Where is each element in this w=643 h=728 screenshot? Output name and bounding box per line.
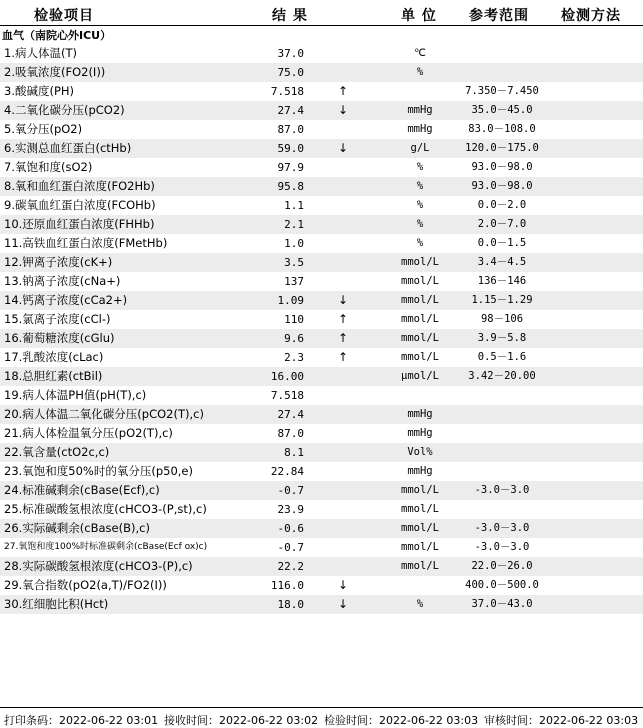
audit-time: 审核时间：2022-06-22 03:03 xyxy=(484,714,639,727)
test-result: 116.0 xyxy=(270,579,304,592)
test-unit: mmHg xyxy=(407,465,433,477)
table-row xyxy=(0,82,643,101)
table-row xyxy=(0,424,643,443)
test-unit: % xyxy=(416,161,424,173)
header-reference-range: 参考范围 xyxy=(469,8,529,24)
test-unit: mmol/L xyxy=(401,522,439,534)
reference-range: 400.0－500.0 xyxy=(465,579,539,591)
test-result: 16.00 xyxy=(270,370,304,383)
table-row xyxy=(0,44,643,63)
test-result: 87.0 xyxy=(277,427,304,440)
abnormal-flag: ↑ xyxy=(338,331,349,345)
test-unit: Vol% xyxy=(407,446,433,458)
table-row xyxy=(0,139,643,158)
test-unit: % xyxy=(416,237,424,249)
test-result: -0.6 xyxy=(277,522,304,535)
table-header xyxy=(0,0,643,26)
test-unit: mmol/L xyxy=(401,256,439,268)
table-row xyxy=(0,329,643,348)
abnormal-flag: ↓ xyxy=(338,597,349,611)
table-row xyxy=(0,405,643,424)
test-unit: mmol/L xyxy=(401,541,439,553)
table-row xyxy=(0,462,643,481)
table-row xyxy=(0,519,643,538)
test-result: 137 xyxy=(284,275,304,288)
test-name: 4.二氧化碳分压(pCO2) xyxy=(4,103,125,117)
test-result: 87.0 xyxy=(277,123,304,136)
test-result: -0.7 xyxy=(277,484,304,497)
test-result: 22.84 xyxy=(270,465,304,478)
test-name: 21.病人体检温氧分压(pO2(T),c) xyxy=(4,426,173,440)
test-name: 15.氯离子浓度(cCl-) xyxy=(4,312,111,326)
reference-range: 0.0－2.0 xyxy=(477,199,527,211)
test-name: 19.病人体温PH值(pH(T),c) xyxy=(4,388,147,402)
reference-range: 98－106 xyxy=(480,313,524,325)
abnormal-flag: ↓ xyxy=(338,141,349,155)
table-row xyxy=(0,557,643,576)
reference-range: 1.15－1.29 xyxy=(471,294,533,306)
table-row xyxy=(0,443,643,462)
test-unit: mmHg xyxy=(407,408,433,420)
test-unit: ℃ xyxy=(414,47,426,59)
test-unit: % xyxy=(416,199,424,211)
test-name: 12.钾离子浓度(cK+) xyxy=(4,255,113,269)
header-item-name: 检验项目 xyxy=(34,8,94,24)
table-row xyxy=(0,101,643,120)
reference-range: 136－146 xyxy=(477,275,527,287)
table-row xyxy=(0,538,643,557)
test-name: 22.氧含量(ctO2c,c) xyxy=(4,445,110,459)
reference-range: -3.0－3.0 xyxy=(474,522,530,534)
test-unit: g/L xyxy=(410,142,430,154)
receive-time: 接收时间：2022-06-22 03:02 xyxy=(164,714,319,727)
table-row xyxy=(0,348,643,367)
test-name: 16.葡萄糖浓度(cGlu) xyxy=(4,331,115,345)
test-name: 2.吸氧浓度(FO2(I)) xyxy=(4,65,106,79)
test-unit: mmol/L xyxy=(401,313,439,325)
test-name: 25.标准碳酸氢根浓度(cHCO3-(P,st),c) xyxy=(4,502,207,516)
test-name: 27.氧饱和度100%时标准碳剩余(cBase(Ecf ox)c) xyxy=(4,542,208,552)
test-unit: % xyxy=(416,598,424,610)
test-name: 23.氧饱和度50%时的氧分压(p50,e) xyxy=(4,464,193,478)
test-result: 23.9 xyxy=(277,503,304,516)
test-name: 6.实测总血红蛋白(ctHb) xyxy=(4,141,132,155)
table-row xyxy=(0,177,643,196)
header-result: 结 果 xyxy=(272,8,308,24)
table-row xyxy=(0,386,643,405)
test-result: 18.0 xyxy=(277,598,304,611)
abnormal-flag: ↓ xyxy=(338,293,349,307)
test-unit: mmol/L xyxy=(401,503,439,515)
test-name: 5.氧分压(pO2) xyxy=(4,122,83,136)
test-result: 1.1 xyxy=(284,199,304,212)
table-row xyxy=(0,120,643,139)
test-unit: % xyxy=(416,218,424,230)
table-row xyxy=(0,158,643,177)
test-name: 24.标准碱剩余(cBase(Ecf),c) xyxy=(4,483,160,497)
table-row xyxy=(0,310,643,329)
test-result: 97.9 xyxy=(277,161,304,174)
reference-range: 93.0－98.0 xyxy=(471,180,533,192)
test-name: 7.氧饱和度(sO2) xyxy=(4,160,93,174)
test-result: 59.0 xyxy=(277,142,304,155)
reference-range: -3.0－3.0 xyxy=(474,541,530,553)
table-row xyxy=(0,291,643,310)
test-result: 27.4 xyxy=(277,408,304,421)
test-result: 8.1 xyxy=(284,446,304,459)
test-name: 10.还原血红蛋白浓度(FHHb) xyxy=(4,217,155,231)
results-table xyxy=(0,44,643,614)
table-row xyxy=(0,272,643,291)
test-result: 7.518 xyxy=(270,389,304,402)
test-name: 28.实际碳酸氢根浓度(cHCO3-(P),c) xyxy=(4,559,193,573)
table-row xyxy=(0,196,643,215)
abnormal-flag: ↑ xyxy=(338,312,349,326)
test-name: 9.碳氧血红蛋白浓度(FCOHb) xyxy=(4,198,156,212)
test-result: 1.0 xyxy=(284,237,304,250)
test-result: 37.0 xyxy=(277,47,304,60)
table-row xyxy=(0,500,643,519)
test-unit: mmol/L xyxy=(401,294,439,306)
test-name: 17.乳酸浓度(cLac) xyxy=(4,350,104,364)
table-row xyxy=(0,234,643,253)
test-unit: mmHg xyxy=(407,123,433,135)
reference-range: 7.350－7.450 xyxy=(465,85,539,97)
test-name: 11.高铁血红蛋白浓度(FMetHb) xyxy=(4,236,168,250)
reference-range: 3.4－4.5 xyxy=(477,256,527,268)
test-time: 检验时间：2022-06-22 03:03 xyxy=(324,714,479,727)
abnormal-flag: ↑ xyxy=(338,84,349,98)
test-name: 30.红细胞比积(Hct) xyxy=(4,597,109,611)
test-name: 29.氧合指数(pO2(a,T)/FO2(I)) xyxy=(4,578,167,592)
abnormal-flag: ↓ xyxy=(338,578,349,592)
table-row xyxy=(0,576,643,595)
test-unit: mmHg xyxy=(407,104,433,116)
section-title: 血气（南院心外ICU） xyxy=(2,29,112,42)
reference-range: 22.0－26.0 xyxy=(471,560,533,572)
abnormal-flag: ↑ xyxy=(338,350,349,364)
test-result: 22.2 xyxy=(277,560,304,573)
test-name: 14.钙离子浓度(cCa2+) xyxy=(4,293,128,307)
test-unit: % xyxy=(416,180,424,192)
test-result: 2.1 xyxy=(284,218,304,231)
test-result: 7.518 xyxy=(270,85,304,98)
abnormal-flag: ↓ xyxy=(338,103,349,117)
test-unit: mmol/L xyxy=(401,275,439,287)
test-name: 20.病人体温二氧化碳分压(pCO2(T),c) xyxy=(4,407,204,421)
test-unit: mmol/L xyxy=(401,484,439,496)
test-result: 27.4 xyxy=(277,104,304,117)
reference-range: 0.5－1.6 xyxy=(477,351,527,363)
test-result: 75.0 xyxy=(277,66,304,79)
footer-timestamps xyxy=(0,707,643,728)
test-result: 110 xyxy=(284,313,304,326)
test-name: 18.总胆红素(ctBil) xyxy=(4,369,103,383)
test-result: 95.8 xyxy=(277,180,304,193)
test-result: 3.5 xyxy=(284,256,304,269)
table-row xyxy=(0,481,643,500)
test-result: 9.6 xyxy=(284,332,304,345)
test-name: 1.病人体温(T) xyxy=(4,46,77,60)
reference-range: 3.9－5.8 xyxy=(477,332,527,344)
test-unit: mmHg xyxy=(407,427,433,439)
test-result: -0.7 xyxy=(277,541,304,554)
reference-range: -3.0－3.0 xyxy=(474,484,530,496)
test-name: 3.酸碱度(PH) xyxy=(4,84,75,98)
table-row xyxy=(0,63,643,82)
test-unit: % xyxy=(416,66,424,78)
reference-range: 83.0－108.0 xyxy=(468,123,536,135)
test-name: 26.实际碱剩余(cBase(B),c) xyxy=(4,521,150,535)
test-name: 13.钠离子浓度(cNa+) xyxy=(4,274,121,288)
header-method: 检测方法 xyxy=(561,8,621,24)
table-row xyxy=(0,215,643,234)
table-row xyxy=(0,253,643,272)
test-unit: mmol/L xyxy=(401,332,439,344)
test-name: 8.氧和血红蛋白浓度(FO2Hb) xyxy=(4,179,155,193)
table-row xyxy=(0,595,643,614)
reference-range: 37.0－43.0 xyxy=(471,598,533,610)
test-result: 1.09 xyxy=(277,294,304,307)
reference-range: 3.42－20.00 xyxy=(468,370,536,382)
reference-range: 93.0－98.0 xyxy=(471,161,533,173)
test-unit: mmol/L xyxy=(401,560,439,572)
reference-range: 0.0－1.5 xyxy=(477,237,527,249)
reference-range: 2.0－7.0 xyxy=(477,218,527,230)
print-barcode-time: 打印条码：2022-06-22 03:01 xyxy=(4,714,159,727)
test-unit: μmol/L xyxy=(401,370,439,382)
reference-range: 120.0－175.0 xyxy=(465,142,539,154)
test-unit: mmol/L xyxy=(401,351,439,363)
reference-range: 35.0－45.0 xyxy=(471,104,533,116)
test-result: 2.3 xyxy=(284,351,304,364)
header-unit: 单 位 xyxy=(401,8,437,24)
table-row xyxy=(0,367,643,386)
